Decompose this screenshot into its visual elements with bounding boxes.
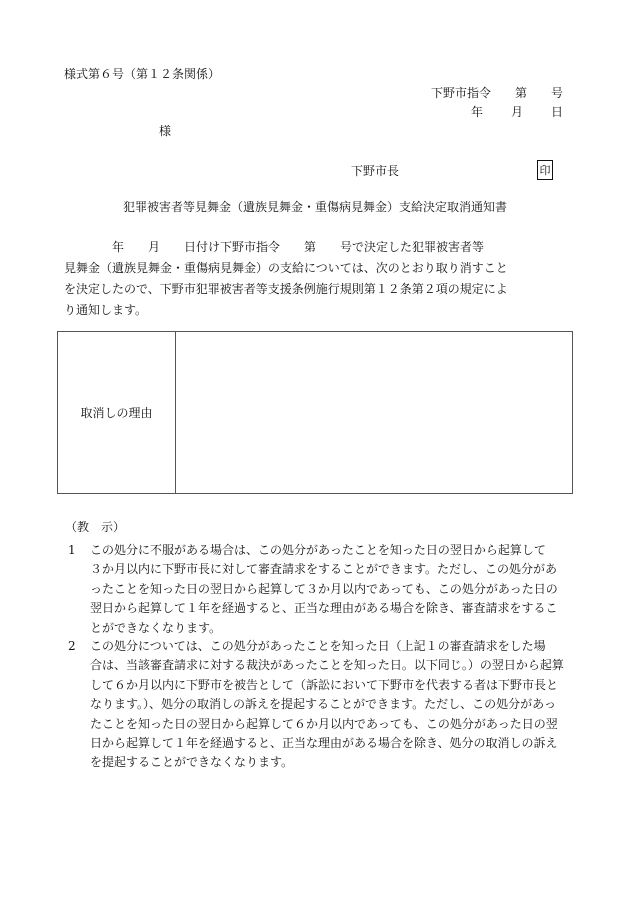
- body-line: 年 月 日付け下野市指令 第 号で決定した犯罪被害者等: [64, 240, 485, 254]
- date-month: 月: [510, 105, 523, 119]
- notice-line: 合は、当該審査請求に対する裁決があったことを知った日。以下同じ。）の翌日から起算: [90, 658, 564, 673]
- notice-line: して６か月以内に下野市を被告として（訴訟において下野市を代表する者は下野市長と: [90, 677, 559, 692]
- issuer-dai: 第: [514, 86, 527, 100]
- sender-name: 下野市長: [351, 164, 400, 178]
- notice-heading: （教 示）: [65, 520, 126, 534]
- body-line: を決定したので、下野市犯罪被害者等支援条例施行規則第１２条第２項の規定によ: [64, 282, 508, 296]
- notice-item: [68, 637, 574, 773]
- notice-line: とができなくなります。: [90, 620, 222, 635]
- issuer-prefix: 下野市指令: [431, 86, 492, 100]
- body-paragraph: [64, 237, 572, 321]
- notice-line: この処分については、この処分があったことを知った日（上記１の審査請求をした場: [90, 639, 546, 653]
- notice-item-number: 2: [68, 639, 76, 653]
- notice-line: を提起することができなくなります。: [90, 755, 294, 770]
- seal-label: 印: [539, 163, 551, 177]
- notice-line: ったことを知った日の翌日から起算して３か月以内であっても、この処分があった日の: [90, 581, 558, 596]
- addressee-suffix: 様: [159, 124, 172, 138]
- notice-item: [68, 541, 574, 638]
- issue-date: [471, 106, 563, 118]
- reason-value-field[interactable]: [176, 332, 572, 493]
- body-line: り通知します。: [64, 303, 148, 317]
- notice-line: たことを知った日の翌日から起算して６か月以内であっても、この処分があった日の翌: [90, 716, 558, 731]
- issuer-go: 号: [550, 86, 563, 100]
- form-number: 様式第６号（第１２条関係）: [64, 67, 221, 81]
- document-title: 犯罪被害者等見舞金（遺族見舞金・重傷病見舞金）支給決定取消通知書: [122, 200, 507, 214]
- issuer-number: [431, 87, 563, 99]
- notice-line: なります。）、処分の取消しの訴えを提起することができます。ただし、この処分があっ: [90, 697, 556, 712]
- notice-item-number: 1: [68, 543, 76, 557]
- body-line: 見舞金（遺族見舞金・重傷病見舞金）の支給については、次のとおり取り消すこと: [64, 261, 508, 275]
- notice-line: この処分に不服がある場合は、この処分があったことを知った日の翌日から起算して: [90, 543, 546, 557]
- reason-table: [57, 331, 573, 494]
- notice-line: ３か月以内に下野市長に対して審査請求をすることができます。ただし、この処分があ: [90, 562, 558, 577]
- notice-line: 翌日から起算して１年を経過すると、正当な理由がある場合を除き、審査請求をするこ: [90, 601, 558, 616]
- date-year: 年: [471, 105, 484, 119]
- notice-line: 日から起算して１年を経過すると、正当な理由がある場合を除き、処分の取消しの訴え: [90, 736, 558, 751]
- date-day: 日: [550, 105, 563, 119]
- seal-stamp: [537, 160, 553, 180]
- reason-label: 取消しの理由: [58, 332, 176, 493]
